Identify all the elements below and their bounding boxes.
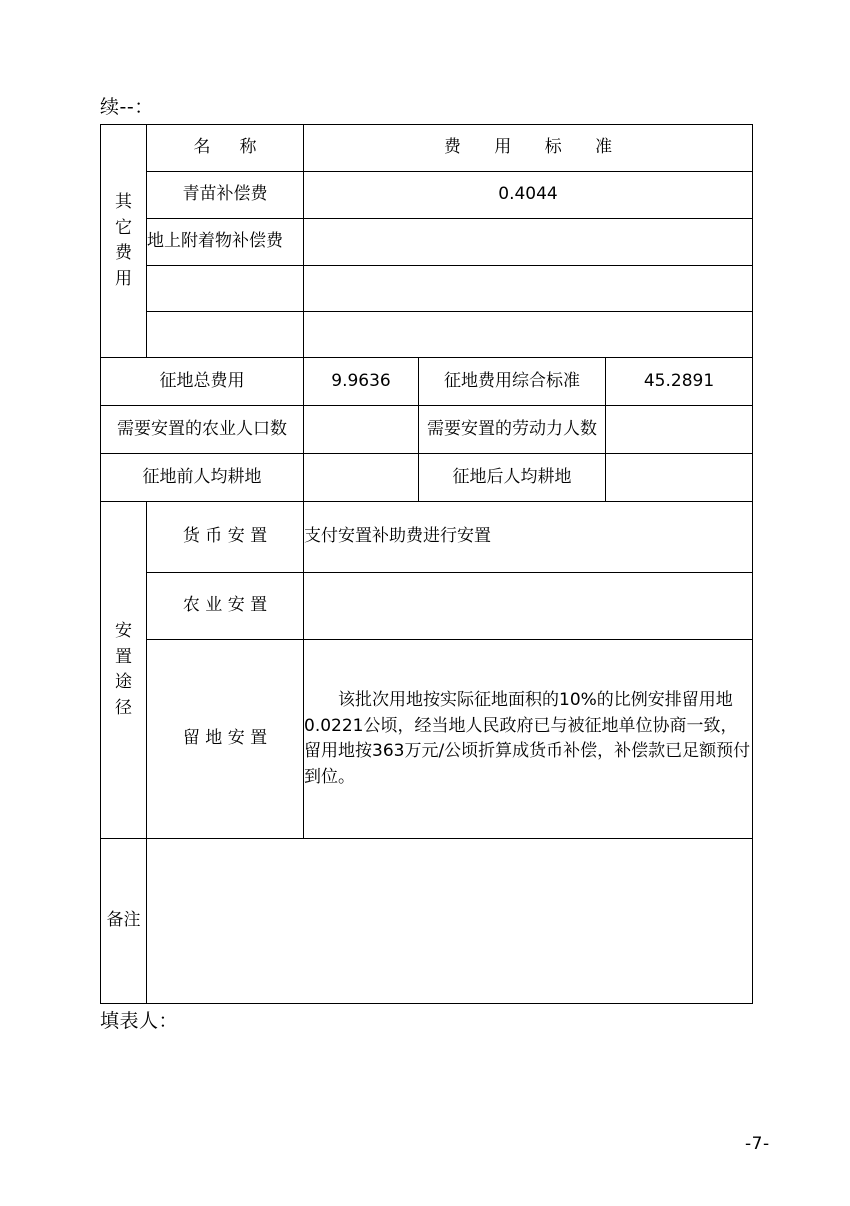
table-row-other-fee-item [101,172,753,219]
label-land-reserve-resettlement: 留 地 安 置 [147,640,304,839]
label-total-acquisition-cost: 征地总费用 [101,358,304,406]
row-label-char: 安 [115,621,132,641]
table-row-remarks [101,839,753,1004]
label-comprehensive-standard: 征地费用综合标准 [419,358,606,406]
value-farmland-after [606,454,753,502]
row-label-char: 径 [115,697,132,718]
row-label-char: 置 [115,646,132,667]
label-monetary-resettlement: 货 币 安 置 [147,502,304,573]
table-row-total-cost [101,358,753,406]
table-row-monetary-resettlement [101,502,753,573]
fee-item-name [147,312,304,358]
row-label-char: 途 [115,672,132,692]
row-label-char: 它 [115,217,132,238]
land-reserve-paragraph: 该批次用地按实际征地面积的10%的比例安排留用地0.0221公顷，经当地人民政府已与被征地单位协商一致，留用地按363万元/公顷折算成货币补偿，补偿款已足额预付到位。 [304,690,751,787]
table-row-resettlement-population [101,406,753,454]
fee-item-name: 青苗补偿费 [147,172,304,219]
value-farmland-before [304,454,419,502]
fee-item-standard [304,219,753,266]
content-monetary-resettlement: 支付安置补助费进行安置 [304,502,753,573]
fee-item-name: 地上附着物补偿费 [147,219,304,266]
row-label-other-fees [101,125,147,358]
land-acquisition-form-table [100,124,753,1004]
label-agricultural-resettlement: 农 业 安 置 [147,573,304,640]
label-labor-force-population: 需要安置的劳动力人数 [419,406,606,454]
content-agricultural-resettlement [304,573,753,640]
row-label-char: 费 [115,243,132,263]
content-remarks [147,839,753,1004]
row-label-remarks-text: 备注 [106,910,141,931]
fee-item-standard [304,266,753,312]
column-header-name: 名 称 [147,125,304,172]
value-agricultural-population [304,406,419,454]
continuation-label: 续--： [100,96,154,118]
table-row-other-fee-item [101,312,753,358]
content-land-reserve-resettlement [304,640,753,839]
fee-item-standard: 0.4044 [304,172,753,219]
table-row-other-fee-item [101,266,753,312]
column-header-fee-standard: 费 用 标 准 [304,125,753,172]
table-row-other-fee-item [101,219,753,266]
table-row-per-capita-farmland [101,454,753,502]
form-filler-label: 填表人： [100,1010,179,1032]
value-comprehensive-standard: 45.2891 [606,358,753,406]
table-row-land-reserve-resettlement [101,640,753,839]
label-farmland-before: 征地前人均耕地 [101,454,304,502]
table-row-other-fees-header [101,125,753,172]
value-total-acquisition-cost: 9.9636 [304,358,419,406]
fee-item-standard [304,312,753,358]
row-label-resettlement-method [101,502,147,839]
label-farmland-after: 征地后人均耕地 [419,454,606,502]
value-labor-force-population [606,406,753,454]
table-row-agricultural-resettlement [101,573,753,640]
label-agricultural-population: 需要安置的农业人口数 [101,406,304,454]
fee-item-name [147,266,304,312]
row-label-char: 用 [115,268,132,289]
page-number: -7- [745,1134,770,1154]
row-label-remarks [101,839,147,1004]
row-label-char: 其 [115,192,132,212]
